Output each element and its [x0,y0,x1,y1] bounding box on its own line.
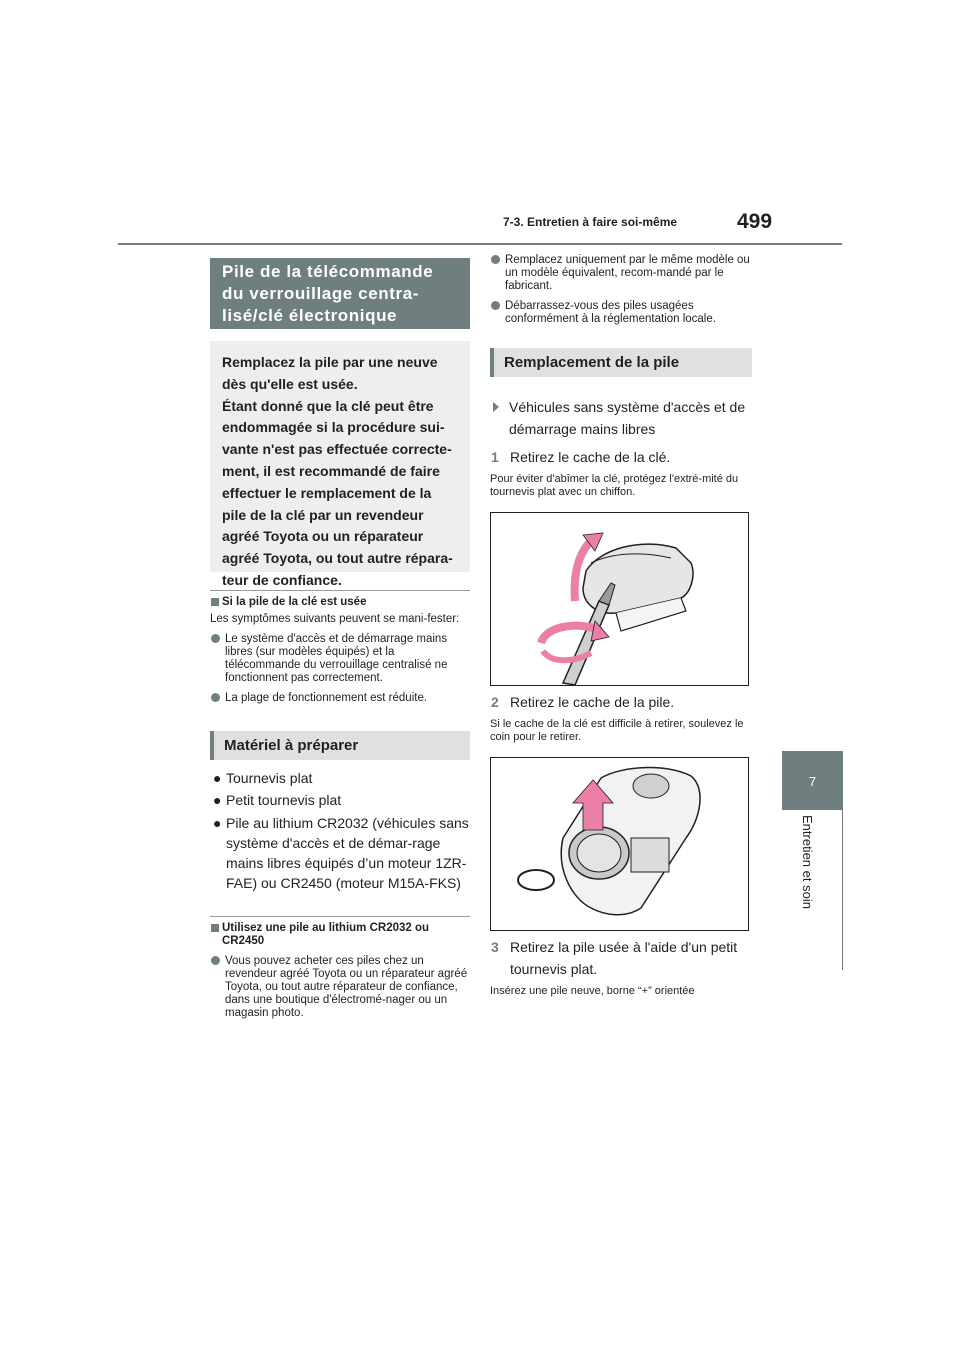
list-item-text: Débarrassez-vous des piles usagées conformément à la réglementation locale. [505,300,716,325]
square-bullet-icon [211,924,219,932]
screwdriver-handle [563,601,609,685]
circle-bullet-icon [211,956,220,965]
materials-heading: Matériel à préparer [210,731,470,760]
intro-line: agréé Toyota, ou tout autre répara- [222,550,453,567]
step-note: Insérez une pile neuve, borne “+” orientée [490,985,695,997]
left-column [210,258,470,1020]
list-item [210,955,470,1020]
intro-line: effectuer le remplacement de la [222,484,432,501]
used-battery-heading [210,590,470,609]
section-header: 7-3. Entretien à faire soi-même [503,215,678,229]
replacement-heading: Remplacement de la pile [490,348,752,377]
used-battery-heading-text: Si la pile de la clé est usée [222,596,367,608]
key-cover-drawing [491,513,748,685]
intro-line: Étant donné que la clé peut être [222,397,434,414]
step-note: Si le cache de la clé est difficile à retirer, soulevez le coin pour le retirer. [490,718,744,743]
header-rule [118,243,842,245]
triangle-bullet-icon [493,402,499,412]
dot-bullet-icon: ● [213,814,222,831]
chapter-label: Entretien et soin [800,815,815,909]
key-ring [518,870,554,890]
list-item-text: Petit tournevis plat [226,792,342,809]
step-2 [490,691,752,713]
list-item [490,300,752,326]
circle-bullet-icon [491,301,500,310]
step-text: Retirez le cache de la pile. [510,694,675,710]
intro-box [210,341,470,588]
key-button [633,774,669,798]
list-item [210,790,470,810]
circle-bullet-icon [491,255,500,264]
list-item-text: Vous pouvez acheter ces piles chez un revendeur agréé Toyota ou un réparateur agréé Toyota, ou tout autre réparateur de confiance, dans une boutique d'électromé-nager ou un magasin photo. [225,954,468,1019]
chapter-tab[interactable]: 7 [782,751,843,810]
condition-text: Véhicules sans système d'accès et de démarrage mains libres [509,399,746,437]
dot-bullet-icon: ● [213,792,222,809]
circuit-board [631,838,669,872]
page-number: 499 [737,210,773,233]
intro-line: Remplacez la pile par une neuve [222,354,438,370]
intro-line: endommagée si la procédure sui- [222,419,445,436]
condition-item [490,396,752,440]
list-item-text: Tournevis plat [226,770,313,786]
intro-line: teur de confiance. [222,571,342,588]
list-item [490,254,752,293]
intro-line: ment, il est recommandé de faire [222,462,440,479]
intro-line: pile de la clé par un revendeur [222,506,424,523]
circle-bullet-icon [211,693,220,702]
list-item-text: La plage de fonctionnement est réduite. [225,692,428,704]
list-item-text: Pile au lithium CR2032 (véhicules sans système d'accès et de démar-rage mains libres équipés d’un moteur 1ZR-FAE) ou CR2450 (moteur M15A-FKS) [226,814,469,892]
battery-face [577,834,621,872]
step-number: 3 [491,939,499,955]
step-note: Pour éviter d'abîmer la clé, protégez l'extré-mité du tournevis plat avec un chiffon. [490,473,739,498]
list-item-text: Le système d'accès et de démarrage mains libres (sur modèles équipés) et la télécommande du verrouillage centralisé ne fonctionnent pas correctement. [225,633,448,684]
section-title: Pile de la télécommande du verrouillage centra-lisé/clé électronique [210,258,470,329]
battery-cover-drawing [491,758,748,930]
key-cover-illustration [490,512,749,686]
intro-line: agréé Toyota ou un réparateur [222,528,424,545]
step-text: Retirez le cache de la clé. [510,449,671,465]
lithium-heading [210,916,470,948]
step-1 [490,446,752,468]
dot-bullet-icon: ● [213,770,222,786]
list-item [210,633,470,685]
chapter-rail [842,810,843,970]
intro-line: dès qu'elle est usée. [222,375,358,392]
list-item [210,813,470,894]
step-number: 2 [491,694,499,710]
right-column [490,254,752,998]
lithium-heading-text: Utilisez une pile au lithium CR2032 ou CR2450 [222,921,430,947]
square-bullet-icon [211,598,219,606]
list-item [210,768,470,788]
circle-bullet-icon [211,634,220,643]
intro-line: vante n'est pas effectuée correcte- [222,441,452,458]
list-item [210,692,470,705]
step-text: Retirez la pile usée à l'aide d'un petit tournevis plat. [510,939,738,977]
step-number: 1 [491,449,499,465]
used-battery-text: Les symptômes suivants peuvent se mani-fester: [210,613,460,625]
list-item-text: Remplacez uniquement par le même modèle ou un modèle équivalent, recom-mandé par le fabricant. [505,254,750,292]
step-3 [490,936,752,980]
materials-list [210,768,470,894]
battery-cover-illustration [490,757,749,931]
